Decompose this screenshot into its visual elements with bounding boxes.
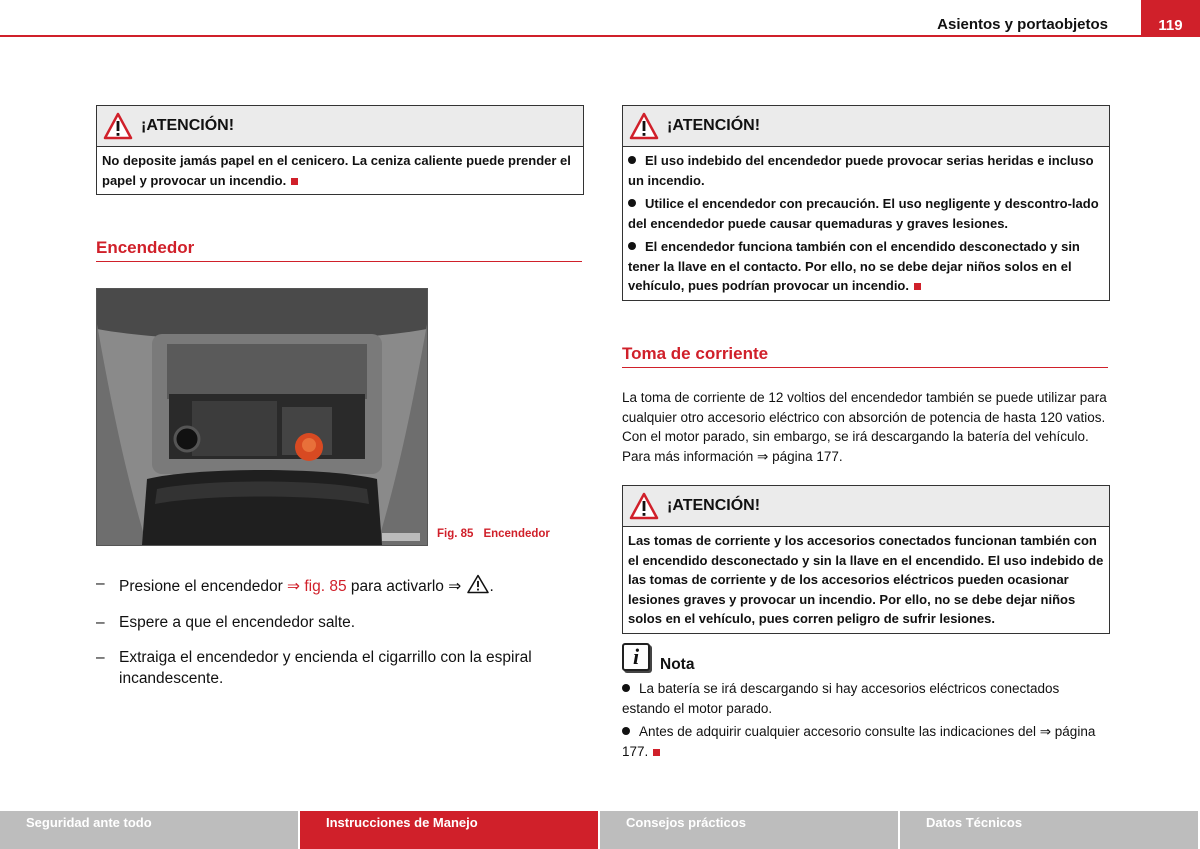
nota-item-text: La batería se irá descargando si hay accesorios eléctricos conectados estando el motor parado.: [622, 681, 1060, 716]
warning-item-text: El encendedor funciona también con el encendido desconectado y sin tener la llave en el contacto. Por ello, no se debe dejar niños solos en el vehículo, pues podrían provocar un incendio.: [628, 239, 1080, 293]
warning-text: No deposite jamás papel en el cenicero. La ceniza caliente puede prender el papel y provocar un incendio.: [102, 153, 571, 188]
bullet-icon: [622, 684, 630, 692]
warning-title: ¡ATENCIÓN!: [141, 117, 235, 134]
step-dash: –: [96, 649, 105, 666]
footer-tab-datos[interactable]: Datos Técnicos: [900, 811, 1198, 849]
figure-label: Fig. 85: [437, 528, 474, 540]
bullet-icon: [622, 727, 630, 735]
bullet-icon: [628, 199, 636, 207]
step-item: [96, 613, 576, 634]
figure-caption: [437, 528, 550, 540]
figure-caption-text: Encendedor: [483, 528, 550, 540]
step-dash: –: [96, 575, 105, 592]
warning-body: [623, 147, 1109, 300]
end-square-icon: [291, 178, 298, 185]
header-title: Asientos y portaobjetos: [937, 16, 1108, 33]
warning-box-sockets: [622, 485, 1110, 634]
figure-link[interactable]: ⇒ fig. 85: [287, 578, 347, 595]
nota-title: Nota: [660, 656, 695, 673]
footer-nav: [0, 811, 1200, 849]
warning-item: [628, 151, 1104, 190]
section-title-toma: Toma de corriente: [622, 344, 769, 363]
step-text-before: Presione el encendedor: [119, 578, 288, 595]
warning-header: [623, 106, 1109, 147]
nota-item: [622, 722, 1108, 761]
step-text-after: para activarlo ⇒: [346, 578, 466, 595]
end-square-icon: [653, 749, 660, 756]
warning-triangle-icon: [629, 492, 659, 520]
warning-box-ashtray: [96, 105, 584, 195]
step-text: Presione el encendedor ⇒ fig. 85 para activarlo ⇒ .: [119, 574, 494, 598]
bullet-icon: [628, 242, 636, 250]
warning-item-text: Utilice el encendedor con precaución. El uso negligente y descontro-lado del encendedor puede causar quemaduras y graves lesiones.: [628, 196, 1099, 231]
warning-body: [97, 147, 583, 194]
warning-header: [97, 106, 583, 147]
nota-item: [622, 679, 1108, 718]
step-item: [96, 648, 576, 689]
nota-body: [622, 679, 1108, 765]
step-text: Espere a que el encendedor salte.: [119, 613, 356, 631]
end-square-icon: [914, 283, 921, 290]
section-rule: [96, 261, 582, 262]
warning-text: Las tomas de corriente y los accesorios conectados funcionan también con el encendido desconectado y sin la llave en el encendido. El uso indebido de las tomas de corriente y de los accesorios eléctricos pueden ocasionar lesiones graves y provocar un incendio. Por ello, no se debe dejar niños solos en el vehículo, pues corren peligro de sufrir lesiones.: [628, 533, 1104, 626]
step-item: [96, 574, 576, 598]
warning-triangle-icon: [629, 112, 659, 140]
toma-paragraph: La toma de corriente de 12 voltios del encendedor también se puede utilizar para cualquier otro accesorio eléctrico con absorción de potencia de hasta 120 vatios. Con el motor parado, sin embargo, se irá descargando la batería del vehículo. Para más información ⇒ página 177.: [622, 390, 1107, 464]
warning-title: ¡ATENCIÓN!: [667, 497, 761, 514]
warning-triangle-icon[interactable]: [466, 574, 490, 594]
warning-body: [623, 527, 1109, 633]
info-icon: i: [622, 643, 650, 671]
warning-box-lighter: [622, 105, 1110, 301]
section-rule: [622, 367, 1108, 368]
warning-item-text: El uso indebido del encendedor puede provocar serias heridas e incluso un incendio.: [628, 153, 1094, 188]
footer-tab-instrucciones[interactable]: Instrucciones de Manejo: [300, 811, 598, 849]
bullet-icon: [628, 156, 636, 164]
nota-item-text: Antes de adquirir cualquier accesorio consulte las indicaciones del ⇒ página 177.: [622, 724, 1096, 759]
warning-item: [628, 194, 1104, 233]
steps-list: [96, 574, 576, 704]
figure-cigarette-lighter-photo: [96, 288, 428, 546]
step-text: Extraiga el encendedor y encienda el cigarrillo con la espiral incandescente.: [119, 649, 532, 687]
section-title-encendedor: Encendedor: [96, 238, 195, 257]
step-dash: –: [96, 613, 105, 631]
warning-triangle-icon: [103, 112, 133, 140]
page-number: 119: [1141, 0, 1200, 37]
footer-tab-seguridad[interactable]: Seguridad ante todo: [0, 811, 298, 849]
header-rule: [0, 35, 1142, 37]
warning-item: [628, 237, 1104, 296]
warning-header: [623, 486, 1109, 527]
footer-tab-consejos[interactable]: Consejos prácticos: [600, 811, 898, 849]
warning-title: ¡ATENCIÓN!: [667, 117, 761, 134]
